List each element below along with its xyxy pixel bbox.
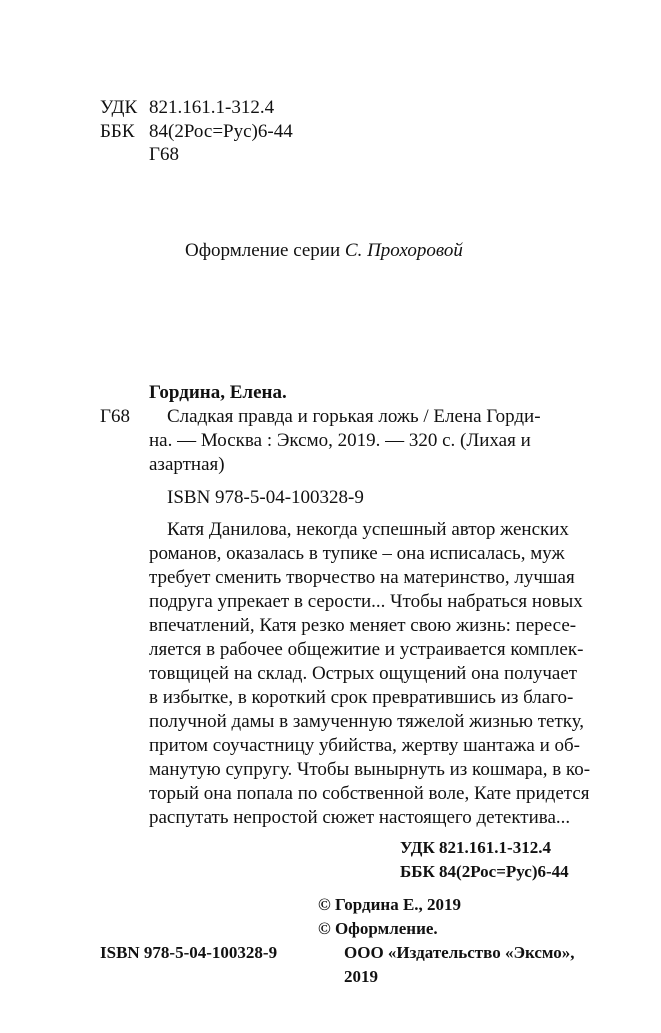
annotation-line: товщицей на склад. Острых ощущений она получает <box>149 663 578 684</box>
annotation-line: получной дамы в замученную тяжелой жизнью тетку, <box>149 711 585 732</box>
card-description-line: на. — Москва : Эксмо, 2019. — 320 с. (Лихая и <box>149 430 531 451</box>
author-mark: Г68 <box>149 144 179 165</box>
annotation-line: ляется в рабочее общежитие и устраивается комплек- <box>149 639 584 660</box>
annotation-line: подруга упрекает в серости... Чтобы набраться новых <box>149 591 583 612</box>
card-description-line: Сладкая правда и горькая ложь / Елена Горди- <box>167 406 541 427</box>
copyright-line: 2019 <box>344 967 378 986</box>
series-credit-prefix: Оформление серии <box>185 240 341 261</box>
bbk-value: 84(2Рос=Рус)6-44 <box>149 121 293 142</box>
series-designer-name: С. Прохоровой <box>344 240 463 261</box>
annotation-line: торый она попала по собственной воле, Кате придется <box>149 783 590 804</box>
card-description-line: азартная) <box>149 454 225 475</box>
annotation-line: впечатлений, Катя резко меняет свою жизнь: пересе- <box>149 615 577 636</box>
card-author-mark: Г68 <box>100 406 130 427</box>
copyright-line: ООО «Издательство «Эксмо», <box>344 943 575 962</box>
annotation-line: романов, оказалась в тупике – она исписалась, муж <box>149 543 565 564</box>
series-credit <box>185 239 463 263</box>
annotation-line: распутать непростой сюжет настоящего детектива... <box>149 807 571 828</box>
annotation-line: притом соучастницу убийства, жертву шантажа и об- <box>149 735 580 756</box>
bottom-isbn: ISBN 978-5-04-100328-9 <box>100 943 278 962</box>
right-udk: УДК 821.161.1-312.4 <box>400 838 551 857</box>
card-isbn: ISBN 978-5-04-100328-9 <box>167 487 364 508</box>
right-bbk: ББК 84(2Рос=Рус)6-44 <box>400 862 569 881</box>
card-author: Гордина, Елена. <box>149 382 287 403</box>
udk-label: УДК <box>100 97 138 118</box>
bbk-label: ББК <box>100 121 135 142</box>
annotation-line: манутую супругу. Чтобы вынырнуть из кошмара, в ко- <box>149 759 591 780</box>
annotation-line: Катя Данилова, некогда успешный автор женских <box>167 519 569 540</box>
copyright-line: © Оформление. <box>318 919 438 938</box>
udk-value: 821.161.1-312.4 <box>149 97 275 118</box>
copyright-line: © Гордина Е., 2019 <box>318 895 462 914</box>
annotation-line: в избытке, в короткий срок превратившись из благо- <box>149 687 574 708</box>
annotation-line: требует сменить творчество на материнство, лучшая <box>149 567 575 588</box>
